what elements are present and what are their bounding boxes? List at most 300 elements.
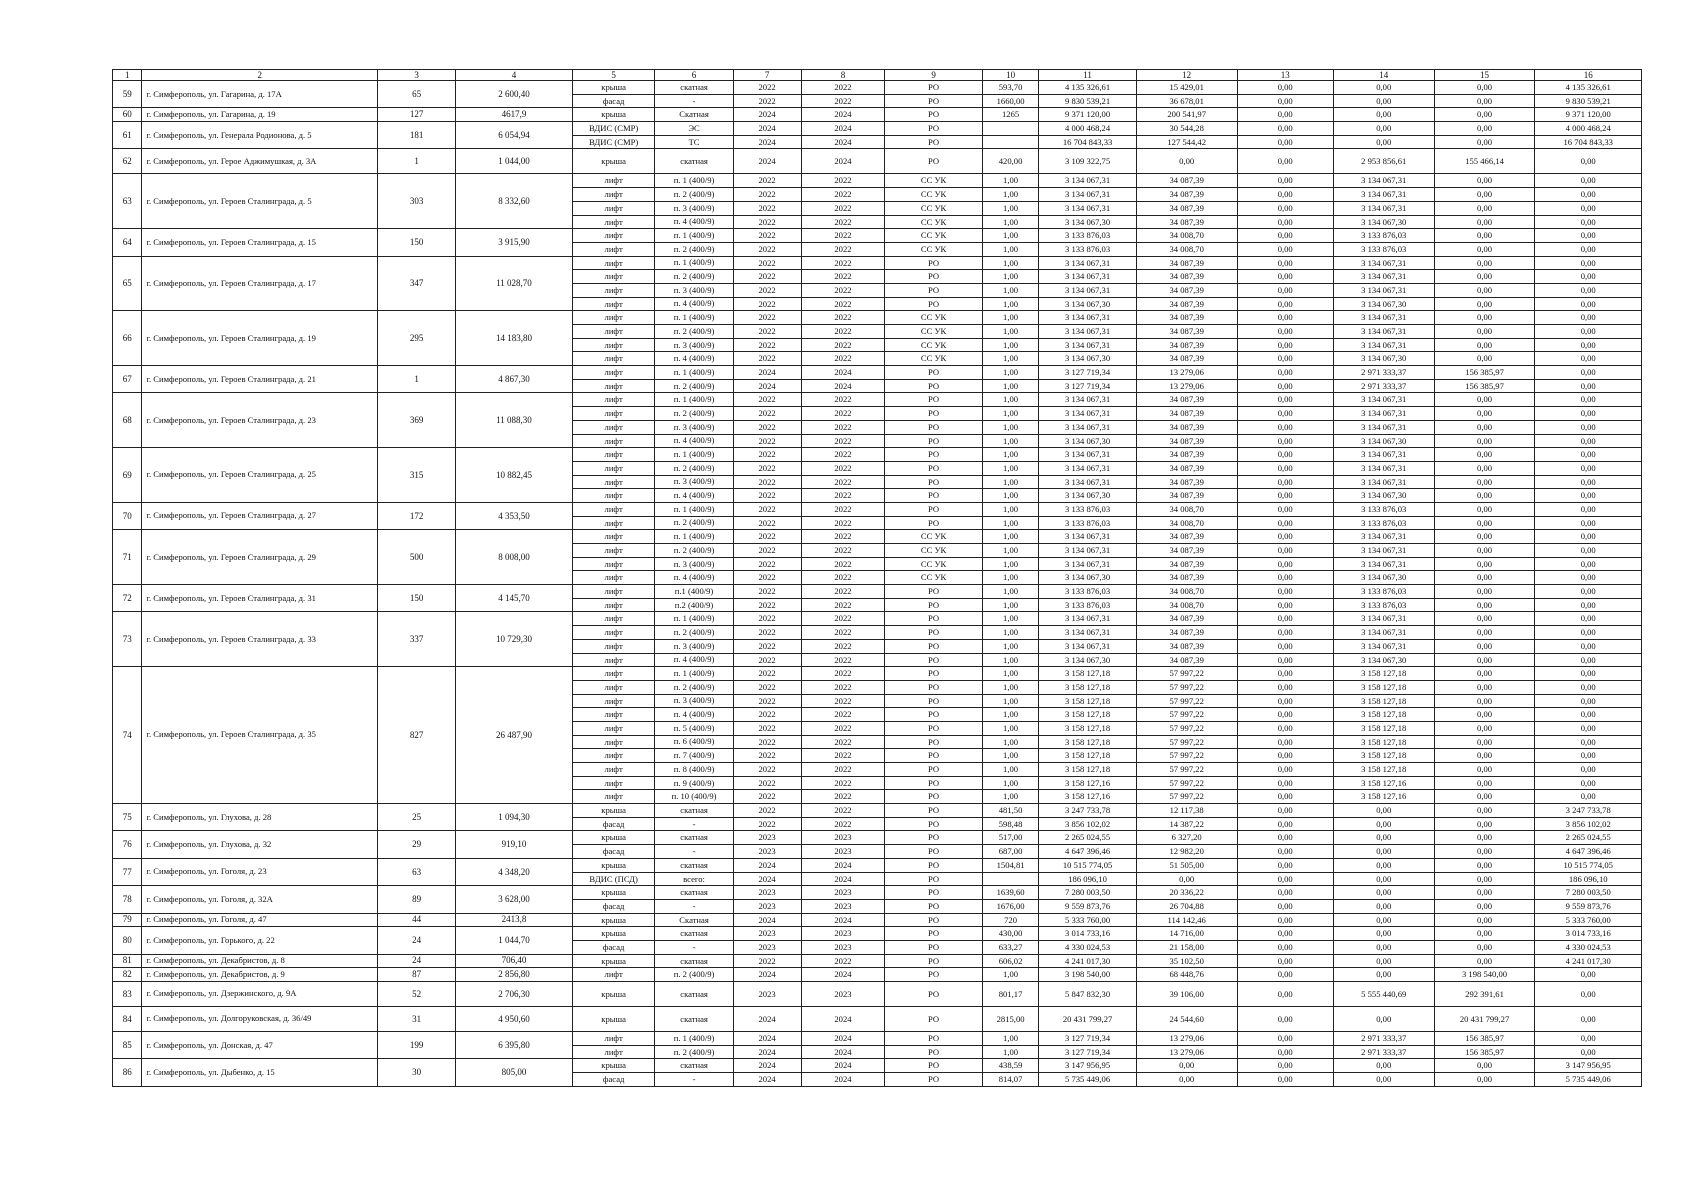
cell-col-11: 4 000 468,24 — [1039, 122, 1136, 136]
cell-col-10: 1,00 — [982, 366, 1039, 380]
table-row — [113, 913, 1642, 927]
cell-col-8: 2022 — [801, 352, 885, 366]
cell-col-11: 3 134 067,31 — [1039, 256, 1136, 270]
cell-col-15: 0,00 — [1434, 913, 1535, 927]
residents-cell: 150 — [378, 229, 456, 256]
cell-col-10: 1265 — [982, 108, 1039, 122]
cell-col-15: 0,00 — [1434, 721, 1535, 735]
cell-col-7: 2022 — [733, 612, 801, 626]
cell-col-6: скатная — [655, 982, 733, 1007]
cell-col-7: 2022 — [733, 571, 801, 585]
table-row — [113, 968, 1642, 982]
cell-col-11: 4 330 024,53 — [1039, 940, 1136, 954]
cell-col-5: лифт — [572, 420, 655, 434]
cell-col-14: 3 158 127,18 — [1333, 708, 1434, 722]
cell-col-16: 0,00 — [1535, 585, 1642, 599]
cell-col-12: 57 997,22 — [1136, 680, 1237, 694]
cell-col-7: 2022 — [733, 188, 801, 202]
cell-col-10: 801,17 — [982, 982, 1039, 1007]
cell-col-11: 3 134 067,31 — [1039, 338, 1136, 352]
cell-col-9: РО — [885, 639, 982, 653]
table-row — [113, 256, 1642, 270]
area-cell: 10 882,45 — [456, 448, 573, 503]
cell-col-6: - — [655, 940, 733, 954]
cell-col-12: 127 544,42 — [1136, 135, 1237, 149]
cell-col-15: 0,00 — [1434, 1073, 1535, 1087]
cell-col-8: 2022 — [801, 81, 885, 95]
cell-col-9: СС УК — [885, 571, 982, 585]
cell-col-13: 0,00 — [1237, 831, 1333, 845]
cell-col-8: 2024 — [801, 913, 885, 927]
cell-col-8: 2022 — [801, 626, 885, 640]
cell-col-10: 430,00 — [982, 927, 1039, 941]
cell-col-11: 4 241 017,30 — [1039, 954, 1136, 968]
cell-col-6: п. 3 (400/9) — [655, 475, 733, 489]
cell-col-9: РО — [885, 108, 982, 122]
cell-col-8: 2022 — [801, 215, 885, 229]
cell-col-14: 3 158 127,18 — [1333, 667, 1434, 681]
cell-col-12: 34 087,39 — [1136, 325, 1237, 339]
cell-col-6: п. 2 (400/9) — [655, 379, 733, 393]
cell-col-16: 0,00 — [1535, 434, 1642, 448]
cell-col-6: п. 2 (400/9) — [655, 516, 733, 530]
cell-col-5: крыша — [572, 982, 655, 1007]
cell-col-10: 1,00 — [982, 448, 1039, 462]
cell-col-9: РО — [885, 475, 982, 489]
cell-col-7: 2022 — [733, 81, 801, 95]
cell-col-14: 3 158 127,16 — [1333, 790, 1434, 804]
cell-col-11: 186 096,10 — [1039, 872, 1136, 886]
cell-col-13: 0,00 — [1237, 886, 1333, 900]
cell-col-11: 3 127 719,34 — [1039, 366, 1136, 380]
cell-col-7: 2022 — [733, 215, 801, 229]
cell-col-7: 2023 — [733, 899, 801, 913]
cell-col-10: 1660,00 — [982, 94, 1039, 108]
cell-col-7: 2023 — [733, 831, 801, 845]
cell-col-7: 2022 — [733, 461, 801, 475]
cell-col-15: 0,00 — [1434, 530, 1535, 544]
cell-col-7: 2022 — [733, 735, 801, 749]
cell-col-10: 1,00 — [982, 270, 1039, 284]
cell-col-13: 0,00 — [1237, 708, 1333, 722]
cell-col-12: 24 544,60 — [1136, 1007, 1237, 1032]
cell-col-16: 0,00 — [1535, 407, 1642, 421]
column-number-6: 6 — [655, 70, 733, 81]
residents-cell: 63 — [378, 858, 456, 885]
row-number: 81 — [113, 954, 142, 968]
cell-col-11: 3 134 067,31 — [1039, 407, 1136, 421]
cell-col-16: 0,00 — [1535, 598, 1642, 612]
cell-col-11: 3 158 127,18 — [1039, 763, 1136, 777]
cell-col-16: 0,00 — [1535, 735, 1642, 749]
cell-col-10: 1,00 — [982, 489, 1039, 503]
cell-col-6: Скатная — [655, 108, 733, 122]
cell-col-16: 0,00 — [1535, 475, 1642, 489]
cell-col-5: лифт — [572, 379, 655, 393]
cell-col-7: 2022 — [733, 434, 801, 448]
cell-col-8: 2022 — [801, 639, 885, 653]
cell-col-7: 2022 — [733, 256, 801, 270]
cell-col-12: 34 087,39 — [1136, 571, 1237, 585]
cell-col-5: лифт — [572, 530, 655, 544]
cell-col-9: РО — [885, 1073, 982, 1087]
cell-col-6: п. 2 (400/9) — [655, 461, 733, 475]
cell-col-10: 1,00 — [982, 242, 1039, 256]
cell-col-8: 2023 — [801, 886, 885, 900]
cell-col-14: 2 971 333,37 — [1333, 366, 1434, 380]
cell-col-8: 2022 — [801, 598, 885, 612]
cell-col-9: СС УК — [885, 174, 982, 188]
cell-col-6: п. 2 (400/9) — [655, 325, 733, 339]
cell-col-5: лифт — [572, 229, 655, 243]
cell-col-10: 1,00 — [982, 393, 1039, 407]
cell-col-9: РО — [885, 982, 982, 1007]
cell-col-14: 3 158 127,18 — [1333, 721, 1434, 735]
area-cell: 3 915,90 — [456, 229, 573, 256]
cell-col-15: 0,00 — [1434, 694, 1535, 708]
cell-col-5: крыша — [572, 804, 655, 818]
cell-col-12: 34 087,39 — [1136, 434, 1237, 448]
cell-col-14: 3 134 067,31 — [1333, 420, 1434, 434]
cell-col-9: РО — [885, 927, 982, 941]
cell-col-15: 0,00 — [1434, 954, 1535, 968]
cell-col-14: 3 134 067,30 — [1333, 653, 1434, 667]
cell-col-6: п.1 (400/9) — [655, 585, 733, 599]
table-row — [113, 108, 1642, 122]
cell-col-13: 0,00 — [1237, 845, 1333, 859]
row-number: 79 — [113, 913, 142, 927]
cell-col-13: 0,00 — [1237, 393, 1333, 407]
cell-col-12: 26 704,88 — [1136, 899, 1237, 913]
cell-col-5: лифт — [572, 366, 655, 380]
cell-col-6: п. 4 (400/9) — [655, 297, 733, 311]
cell-col-12: 57 997,22 — [1136, 763, 1237, 777]
cell-col-6: - — [655, 817, 733, 831]
row-number: 71 — [113, 530, 142, 585]
cell-col-6: п. 9 (400/9) — [655, 776, 733, 790]
cell-col-10: 1,00 — [982, 968, 1039, 982]
cell-col-12: 0,00 — [1136, 1059, 1237, 1073]
address-cell: г. Симферополь, ул. Героев Сталинграда, д. 31 — [142, 585, 378, 612]
cell-col-14: 5 555 440,69 — [1333, 982, 1434, 1007]
cell-col-11: 3 134 067,31 — [1039, 530, 1136, 544]
table-row — [113, 229, 1642, 243]
cell-col-13: 0,00 — [1237, 297, 1333, 311]
cell-col-5: фасад — [572, 940, 655, 954]
cell-col-13: 0,00 — [1237, 242, 1333, 256]
column-number-12: 12 — [1136, 70, 1237, 81]
cell-col-9: РО — [885, 516, 982, 530]
cell-col-6: п. 2 (400/9) — [655, 270, 733, 284]
cell-col-6: скатная — [655, 81, 733, 95]
cell-col-14: 2 971 333,37 — [1333, 1045, 1434, 1059]
cell-col-10: 1,00 — [982, 530, 1039, 544]
row-number: 84 — [113, 1007, 142, 1032]
cell-col-6: п. 2 (400/9) — [655, 242, 733, 256]
cell-col-11: 3 133 876,03 — [1039, 598, 1136, 612]
cell-col-8: 2024 — [801, 1032, 885, 1046]
cell-col-9: РО — [885, 407, 982, 421]
cell-col-11: 3 134 067,30 — [1039, 297, 1136, 311]
cell-col-12: 12 117,38 — [1136, 804, 1237, 818]
cell-col-10: 1,00 — [982, 420, 1039, 434]
cell-col-11: 3 127 719,34 — [1039, 379, 1136, 393]
cell-col-9: РО — [885, 81, 982, 95]
area-cell: 3 628,00 — [456, 886, 573, 913]
cell-col-10: 1,00 — [982, 749, 1039, 763]
cell-col-5: крыша — [572, 858, 655, 872]
table-row — [113, 886, 1642, 900]
table-row — [113, 149, 1642, 174]
cell-col-10: 1,00 — [982, 544, 1039, 558]
cell-col-12: 36 678,01 — [1136, 94, 1237, 108]
cell-col-15: 0,00 — [1434, 352, 1535, 366]
cell-col-8: 2022 — [801, 776, 885, 790]
cell-col-14: 3 133 876,03 — [1333, 585, 1434, 599]
cell-col-16: 5 333 760,00 — [1535, 913, 1642, 927]
cell-col-13: 0,00 — [1237, 461, 1333, 475]
cell-col-14: 3 158 127,18 — [1333, 735, 1434, 749]
cell-col-7: 2024 — [733, 379, 801, 393]
cell-col-13: 0,00 — [1237, 804, 1333, 818]
cell-col-6: п. 1 (400/9) — [655, 229, 733, 243]
cell-col-10: 1,00 — [982, 325, 1039, 339]
residents-cell: 199 — [378, 1032, 456, 1059]
cell-col-11: 7 280 003,50 — [1039, 886, 1136, 900]
cell-col-16: 0,00 — [1535, 544, 1642, 558]
cell-col-9: СС УК — [885, 215, 982, 229]
residents-cell: 87 — [378, 968, 456, 982]
table-row — [113, 122, 1642, 136]
cell-col-8: 2022 — [801, 461, 885, 475]
cell-col-14: 0,00 — [1333, 940, 1434, 954]
cell-col-8: 2023 — [801, 899, 885, 913]
cell-col-10: 420,00 — [982, 149, 1039, 174]
cell-col-16: 0,00 — [1535, 502, 1642, 516]
cell-col-16: 0,00 — [1535, 149, 1642, 174]
cell-col-6: - — [655, 1073, 733, 1087]
cell-col-14: 0,00 — [1333, 899, 1434, 913]
cell-col-8: 2022 — [801, 311, 885, 325]
cell-col-8: 2022 — [801, 475, 885, 489]
cell-col-12: 34 008,70 — [1136, 516, 1237, 530]
cell-col-10: 606,02 — [982, 954, 1039, 968]
cell-col-8: 2024 — [801, 366, 885, 380]
cell-col-16: 4 000 468,24 — [1535, 122, 1642, 136]
cell-col-5: лифт — [572, 325, 655, 339]
row-number: 85 — [113, 1032, 142, 1059]
area-cell: 8 008,00 — [456, 530, 573, 585]
cell-col-9: РО — [885, 612, 982, 626]
cell-col-16: 0,00 — [1535, 1032, 1642, 1046]
cell-col-5: лифт — [572, 489, 655, 503]
cell-col-16: 10 515 774,05 — [1535, 858, 1642, 872]
cell-col-14: 3 158 127,18 — [1333, 680, 1434, 694]
row-number: 70 — [113, 502, 142, 529]
cell-col-7: 2024 — [733, 1059, 801, 1073]
cell-col-16: 4 330 024,53 — [1535, 940, 1642, 954]
cell-col-13: 0,00 — [1237, 544, 1333, 558]
cell-col-7: 2022 — [733, 242, 801, 256]
cell-col-16: 2 265 024,55 — [1535, 831, 1642, 845]
cell-col-13: 0,00 — [1237, 270, 1333, 284]
cell-col-5: лифт — [572, 516, 655, 530]
cell-col-9: РО — [885, 680, 982, 694]
cell-col-6: - — [655, 845, 733, 859]
cell-col-7: 2023 — [733, 940, 801, 954]
cell-col-15: 0,00 — [1434, 201, 1535, 215]
area-cell: 26 487,90 — [456, 667, 573, 804]
cell-col-15: 0,00 — [1434, 845, 1535, 859]
cell-col-14: 3 134 067,31 — [1333, 448, 1434, 462]
cell-col-8: 2022 — [801, 817, 885, 831]
cell-col-15: 0,00 — [1434, 283, 1535, 297]
cell-col-8: 2022 — [801, 188, 885, 202]
address-cell: г. Симферополь, ул. Героев Сталинграда, д. 17 — [142, 256, 378, 311]
cell-col-11: 3 158 127,18 — [1039, 708, 1136, 722]
cell-col-9: РО — [885, 1007, 982, 1032]
address-cell: г. Симферополь, ул. Героев Сталинграда, д. 35 — [142, 667, 378, 804]
area-cell: 4 348,20 — [456, 858, 573, 885]
cell-col-11: 3 134 067,30 — [1039, 352, 1136, 366]
cell-col-9: РО — [885, 379, 982, 393]
cell-col-8: 2024 — [801, 108, 885, 122]
cell-col-14: 3 134 067,30 — [1333, 571, 1434, 585]
cell-col-6: п. 2 (400/9) — [655, 968, 733, 982]
cell-col-9: РО — [885, 283, 982, 297]
cell-col-9: РО — [885, 626, 982, 640]
area-cell: 2413,8 — [456, 913, 573, 927]
table-row — [113, 982, 1642, 1007]
cell-col-9: РО — [885, 1032, 982, 1046]
cell-col-15: 0,00 — [1434, 188, 1535, 202]
cell-col-5: крыша — [572, 954, 655, 968]
cell-col-15: 0,00 — [1434, 81, 1535, 95]
cell-col-7: 2022 — [733, 311, 801, 325]
cell-col-15: 0,00 — [1434, 325, 1535, 339]
residents-cell: 31 — [378, 1007, 456, 1032]
table-row — [113, 393, 1642, 407]
cell-col-13: 0,00 — [1237, 667, 1333, 681]
cell-col-8: 2022 — [801, 612, 885, 626]
cell-col-7: 2022 — [733, 352, 801, 366]
cell-col-8: 2022 — [801, 667, 885, 681]
cell-col-13: 0,00 — [1237, 571, 1333, 585]
cell-col-9: СС УК — [885, 352, 982, 366]
cell-col-10: 633,27 — [982, 940, 1039, 954]
cell-col-11: 3 134 067,31 — [1039, 311, 1136, 325]
cell-col-7: 2024 — [733, 122, 801, 136]
cell-col-7: 2022 — [733, 94, 801, 108]
cell-col-8: 2023 — [801, 845, 885, 859]
cell-col-12: 39 106,00 — [1136, 982, 1237, 1007]
cell-col-10: 481,50 — [982, 804, 1039, 818]
cell-col-14: 0,00 — [1333, 135, 1434, 149]
cell-col-11: 3 158 127,18 — [1039, 667, 1136, 681]
cell-col-5: фасад — [572, 817, 655, 831]
cell-col-14: 3 158 127,16 — [1333, 776, 1434, 790]
cell-col-7: 2022 — [733, 557, 801, 571]
cell-col-15: 0,00 — [1434, 940, 1535, 954]
cell-col-10: 1,00 — [982, 174, 1039, 188]
cell-col-13: 0,00 — [1237, 653, 1333, 667]
cell-col-13: 0,00 — [1237, 420, 1333, 434]
cell-col-7: 2024 — [733, 108, 801, 122]
cell-col-8: 2024 — [801, 135, 885, 149]
cell-col-13: 0,00 — [1237, 434, 1333, 448]
cell-col-13: 0,00 — [1237, 352, 1333, 366]
column-number-14: 14 — [1333, 70, 1434, 81]
cell-col-11: 3 134 067,31 — [1039, 544, 1136, 558]
cell-col-5: лифт — [572, 667, 655, 681]
cell-col-11: 3 134 067,30 — [1039, 434, 1136, 448]
cell-col-10: 1,00 — [982, 338, 1039, 352]
cell-col-9: РО — [885, 366, 982, 380]
cell-col-8: 2022 — [801, 174, 885, 188]
cell-col-13: 0,00 — [1237, 338, 1333, 352]
cell-col-12: 13 279,06 — [1136, 1032, 1237, 1046]
cell-col-11: 3 134 067,30 — [1039, 653, 1136, 667]
cell-col-5: фасад — [572, 94, 655, 108]
cell-col-6: п. 3 (400/9) — [655, 557, 733, 571]
cell-col-12: 57 997,22 — [1136, 694, 1237, 708]
cell-col-13: 0,00 — [1237, 366, 1333, 380]
cell-col-15: 0,00 — [1434, 899, 1535, 913]
cell-col-5: лифт — [572, 626, 655, 640]
cell-col-15: 0,00 — [1434, 502, 1535, 516]
residents-cell: 369 — [378, 393, 456, 448]
address-cell: г. Симферополь, ул. Гоголя, д. 47 — [142, 913, 378, 927]
cell-col-7: 2024 — [733, 913, 801, 927]
cell-col-15: 0,00 — [1434, 270, 1535, 284]
cell-col-7: 2022 — [733, 448, 801, 462]
cell-col-11: 3 158 127,18 — [1039, 735, 1136, 749]
document-sheet — [112, 69, 1642, 1087]
cell-col-9: СС УК — [885, 229, 982, 243]
table-row — [113, 366, 1642, 380]
cell-col-14: 3 158 127,18 — [1333, 694, 1434, 708]
cell-col-10: 1,00 — [982, 571, 1039, 585]
cell-col-16: 0,00 — [1535, 338, 1642, 352]
cell-col-16: 0,00 — [1535, 653, 1642, 667]
cell-col-12: 57 997,22 — [1136, 708, 1237, 722]
cell-col-7: 2022 — [733, 544, 801, 558]
cell-col-11: 3 134 067,31 — [1039, 270, 1136, 284]
cell-col-16: 186 096,10 — [1535, 872, 1642, 886]
cell-col-9: РО — [885, 735, 982, 749]
cell-col-7: 2023 — [733, 845, 801, 859]
cell-col-8: 2022 — [801, 338, 885, 352]
cell-col-14: 3 134 067,30 — [1333, 215, 1434, 229]
cell-col-15: 0,00 — [1434, 790, 1535, 804]
cell-col-11: 3 158 127,18 — [1039, 749, 1136, 763]
cell-col-6: п. 10 (400/9) — [655, 790, 733, 804]
cell-col-8: 2024 — [801, 968, 885, 982]
row-number: 62 — [113, 149, 142, 174]
cell-col-9: РО — [885, 858, 982, 872]
cell-col-5: лифт — [572, 407, 655, 421]
cell-col-14: 0,00 — [1333, 804, 1434, 818]
cell-col-7: 2022 — [733, 708, 801, 722]
cell-col-9: РО — [885, 122, 982, 136]
cell-col-15: 0,00 — [1434, 927, 1535, 941]
cell-col-7: 2024 — [733, 1073, 801, 1087]
cell-col-9: РО — [885, 968, 982, 982]
cell-col-9: РО — [885, 502, 982, 516]
cell-col-15: 0,00 — [1434, 174, 1535, 188]
cell-col-8: 2022 — [801, 407, 885, 421]
cell-col-11: 16 704 843,33 — [1039, 135, 1136, 149]
